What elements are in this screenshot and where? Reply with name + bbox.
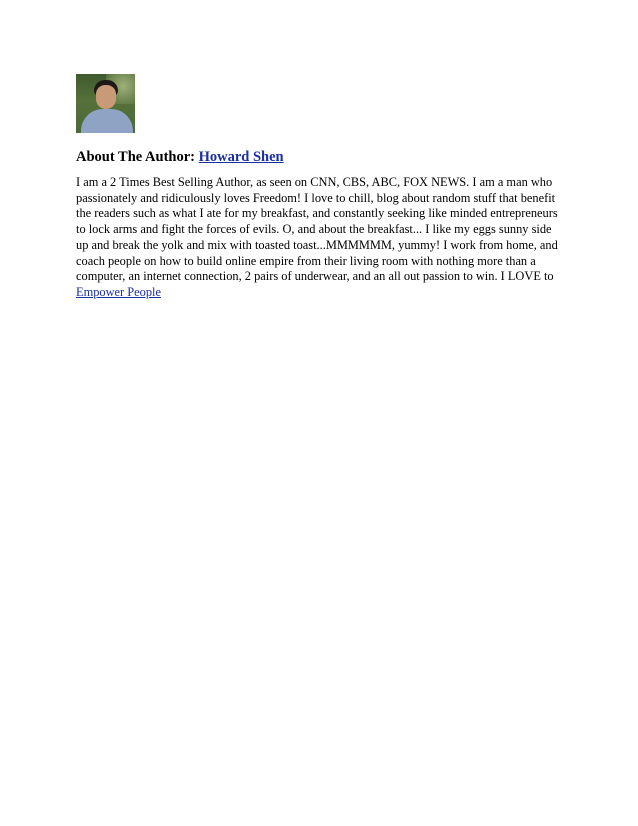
heading-prefix: About The Author: (76, 149, 195, 165)
empower-people-link[interactable]: Empower People (76, 284, 161, 299)
author-photo (76, 74, 135, 133)
bio-text: I am a 2 Times Best Selling Author, as seen on CNN, CBS, ABC, FOX NEWS. I am a man who passionately and ridiculously loves Freedom! I love to chill, blog about random stuff that benefit the readers such as what I ate for my breakfast, and constantly seeking like minded entrepreneurs to lock arms and fight the forces of evils. O, and about the breakfast... I like my eggs sunny side up and break the yolk and mix with toasted toast...MMMMMM, yummy! I work from home, and coach people on how to build online empire from their living room with nothing more than a computer, an internet connection, 2 pairs of underwear, and an all out passion to win. I LOVE to (76, 175, 558, 284)
author-heading (76, 148, 566, 166)
author-box (76, 74, 566, 301)
author-bio (76, 175, 566, 301)
author-name-link[interactable]: Howard Shen (198, 149, 284, 165)
